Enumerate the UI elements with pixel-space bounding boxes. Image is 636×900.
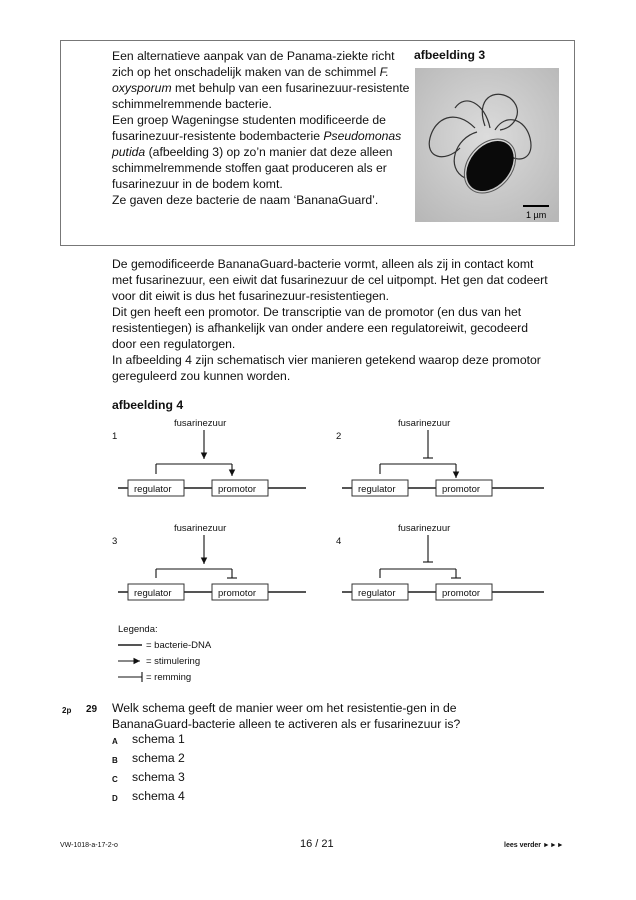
body-text: [112, 256, 552, 384]
scheme-4-signal: fusarinezuur: [398, 523, 451, 534]
scheme-3-regulator: regulator: [134, 588, 172, 599]
body-paragraph-3: In afbeelding 4 zijn schematisch vier manieren getekend waarop deze promotor gereguleerd zou kunnen worden.: [112, 353, 541, 383]
figure3-title: afbeelding 3: [414, 48, 486, 62]
intro-paragraph-2: Een groep Wageningse studenten modificeerde de fusarinezuur-resistente bodembacterie Pseudomonas putida (afbeelding 3) op zo’n manier dat deze alleen schimmelremmende stoffen gaat produceren als er fusarinezuur in de bodem komt.: [112, 113, 402, 191]
option-d[interactable]: D schema 4: [112, 789, 185, 803]
body-paragraph-1: De gemodificeerde BananaGuard-bacterie vormt, alleen als zij in contact komt met fusarinezuur, een eiwit dat fusarinezuur de cel uitpompt. Het gen dat codeert voor dit eiwit is dus het fusarinezuur-resistentiegen.: [112, 257, 548, 303]
scheme-4: [336, 523, 544, 600]
scheme-4-number: 4: [336, 536, 342, 547]
scheme-1-promotor: promotor: [218, 484, 257, 495]
scheme-2-number: 2: [336, 431, 342, 442]
option-b[interactable]: B schema 2: [112, 751, 185, 765]
scheme-1-regulator: regulator: [134, 484, 172, 495]
legend-stimulation: = stimulering: [146, 656, 201, 667]
intro-paragraph-3: Ze gaven deze bacterie de naam ‘BananaGuard’.: [112, 193, 379, 207]
scheme-4-regulator: regulator: [358, 588, 396, 599]
option-a[interactable]: A schema 1: [112, 732, 185, 746]
body-paragraph-2: Dit gen heeft een promotor. De transcriptie van de promotor (en dus van het resistentiegen) is afhankelijk van onder andere een regulatoreiwit, gecodeerd door een regulatorgen.: [112, 305, 528, 351]
question-points: 2p: [62, 706, 72, 715]
scheme-2-signal: fusarinezuur: [398, 418, 451, 429]
intro-text: [112, 48, 412, 208]
option-c[interactable]: C schema 3: [112, 770, 185, 784]
scheme-3: [112, 523, 306, 600]
scheme-1: [112, 418, 306, 496]
answer-options: [112, 731, 185, 807]
scheme-3-promotor: promotor: [218, 588, 257, 599]
intro-paragraph-1: Een alternatieve aanpak van de Panama-ziekte richt zich op het onschadelijk maken van de schimmel F. oxysporum met behulp van een fusarinezuur-resistente schimmelremmende bacterie.: [112, 49, 410, 111]
scheme-3-number: 3: [112, 536, 118, 547]
scheme-2-promotor: promotor: [442, 484, 481, 495]
regulation-diagram: [108, 412, 548, 687]
page-number: 16 / 21: [300, 838, 334, 850]
scheme-1-signal: fusarinezuur: [174, 418, 227, 429]
legend-dna: = bacterie-DNA: [146, 640, 212, 651]
question-number: 29: [86, 704, 98, 715]
scheme-4-promotor: promotor: [442, 588, 481, 599]
legend-inhibition: = remming: [146, 672, 192, 683]
legend-title: Legenda:: [118, 624, 158, 635]
next-page-label: lees verder ►►►: [504, 842, 564, 849]
bacterium-micrograph: [415, 68, 559, 222]
legend: [118, 624, 212, 683]
scale-label: 1 µm: [526, 210, 547, 220]
question-text: Welk schema geeft de manier weer om het resistentie-gen in de BananaGuard-bacterie alleen te activeren als er fusarinezuur is?: [112, 701, 461, 731]
scheme-2-regulator: regulator: [358, 484, 396, 495]
scheme-1-number: 1: [112, 431, 118, 442]
figure4-title: afbeelding 4: [112, 398, 184, 412]
scheme-2: [336, 418, 544, 496]
footer-code: VW-1018-a-17-2-o: [60, 842, 118, 849]
scheme-3-signal: fusarinezuur: [174, 523, 227, 534]
